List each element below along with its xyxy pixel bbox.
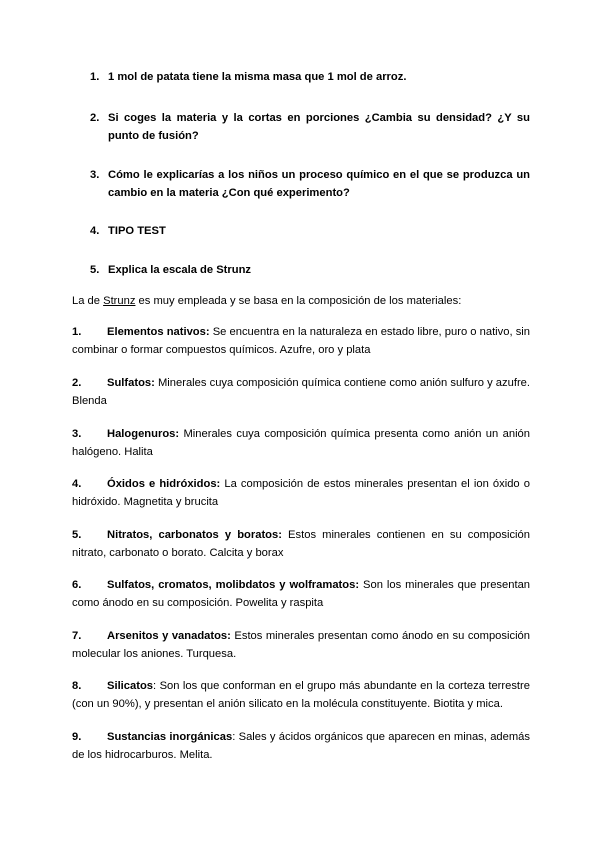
item-number: 9. xyxy=(72,731,82,743)
question-number: 2. xyxy=(90,112,100,124)
item-number: 7. xyxy=(72,630,82,642)
item-number: 6. xyxy=(72,579,82,591)
item-term: Sulfatos: xyxy=(107,377,155,389)
item-number: 3. xyxy=(72,428,82,440)
item-number: 2. xyxy=(72,377,82,389)
item-number: 4. xyxy=(72,478,82,490)
question-text: Explica la escala de Strunz xyxy=(108,264,252,276)
item-term: Arsenitos y vanadatos: xyxy=(107,630,231,642)
strunz-class-6 xyxy=(72,576,530,612)
item-description: Se encuentra en la naturaleza en estado libre, puro o nativo, sin combinar o formar compuestos químicos. Azufre, oro y plata xyxy=(72,326,531,356)
item-number: 8. xyxy=(72,680,82,692)
question-text: Cómo le explicarías a los niños un proceso químico en el que se produzca un cambio en la materia ¿Con qué experimento? xyxy=(108,169,530,199)
question-number: 1. xyxy=(90,71,100,83)
intro-text-end: es muy empleada y se basa en la composición de los materiales: xyxy=(135,295,462,307)
question-3 xyxy=(90,166,530,202)
strunz-class-7 xyxy=(72,627,530,663)
item-description: Minerales cuya composición química presenta como anión un anión halógeno. Halita xyxy=(72,428,530,458)
strunz-class-8 xyxy=(72,677,530,713)
strunz-class-3 xyxy=(72,425,530,461)
question-2 xyxy=(90,109,530,145)
item-term: Nitratos, carbonatos y boratos: xyxy=(107,529,282,541)
question-5 xyxy=(90,261,530,279)
item-description: Estos minerales contienen en su composición nitrato, carbonato o borato. Calcita y borax xyxy=(72,529,530,559)
item-number: 5. xyxy=(72,529,82,541)
item-term: Sulfatos, cromatos, molibdatos y wolframatos: xyxy=(107,579,360,591)
question-1 xyxy=(90,68,530,86)
item-description: La composición de estos minerales presentan el ion óxido o hidróxido. Magnetita y brucita xyxy=(72,478,530,508)
strunz-class-9 xyxy=(72,728,530,764)
item-description: : Son los que conforman en el grupo más abundante en la corteza terrestre (con un 90%), y presentan el anión silicato en la molécula constituyente. Biotita y mica. xyxy=(72,680,530,710)
item-description: Son los minerales que presentan como ánodo en su composición. Powelita y raspita xyxy=(72,579,531,609)
question-text: Si coges la materia y la cortas en porciones ¿Cambia su densidad? ¿Y su punto de fusión? xyxy=(108,112,530,142)
item-term: Silicatos xyxy=(107,680,154,692)
intro-paragraph xyxy=(72,292,532,310)
question-text: 1 mol de patata tiene la misma masa que 1 mol de arroz. xyxy=(108,71,407,83)
strunz-class-1 xyxy=(72,323,530,359)
question-4 xyxy=(90,222,530,240)
item-term: Halogenuros: xyxy=(107,428,180,440)
strunz-class-4 xyxy=(72,475,530,511)
question-number: 5. xyxy=(90,264,100,276)
question-number: 3. xyxy=(90,169,100,181)
item-term: Sustancias inorgánicas xyxy=(107,731,233,743)
item-description: : Sales y ácidos orgánicos que aparecen en minas, además de los hidrocarburos. Melita. xyxy=(72,731,530,761)
item-term: Elementos nativos: xyxy=(107,326,210,338)
item-number: 1. xyxy=(72,326,82,338)
intro-text-start: La de xyxy=(72,295,104,307)
item-term: Óxidos e hidróxidos: xyxy=(107,478,221,490)
item-description: Minerales cuya composición química contiene como anión sulfuro y azufre. Blenda xyxy=(72,377,530,407)
strunz-class-2 xyxy=(72,374,530,410)
item-description: Estos minerales presentan como ánodo en su composición molecular los aniones. Turquesa. xyxy=(72,630,531,660)
strunz-class-5 xyxy=(72,526,530,562)
strunz-underlined: Strunz xyxy=(103,295,136,307)
question-text: TIPO TEST xyxy=(108,225,166,237)
question-number: 4. xyxy=(90,225,100,237)
